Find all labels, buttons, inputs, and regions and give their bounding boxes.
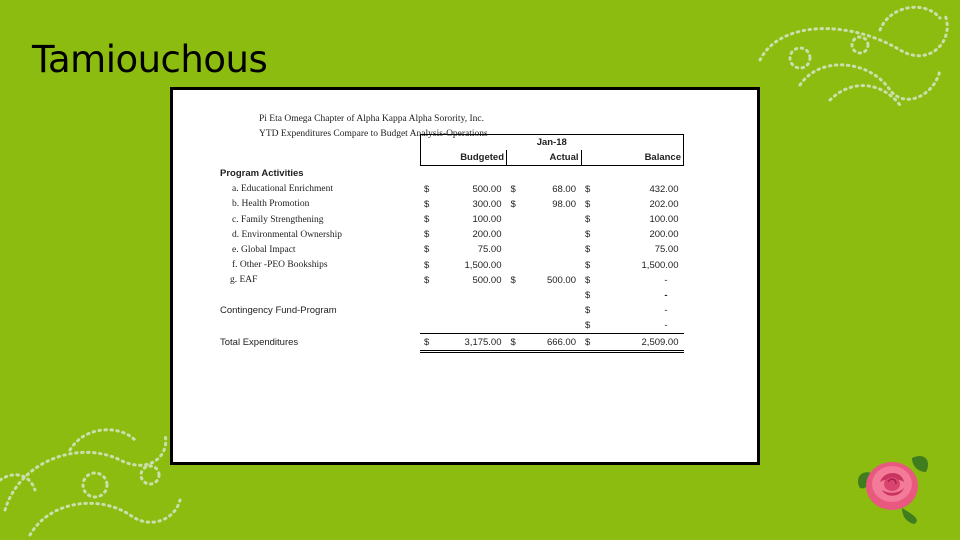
blank-row: [220, 318, 684, 334]
document-frame: [170, 87, 760, 465]
balance-value: 75.00: [654, 244, 679, 256]
balance-value: -: [664, 305, 668, 317]
period-header-row: [220, 135, 684, 151]
currency-symbol: $: [424, 229, 430, 241]
row-label: c. Family Strengthening: [232, 214, 324, 225]
currency-symbol: $: [585, 289, 591, 301]
budgeted-value: 300.00: [472, 198, 502, 210]
currency-symbol: $: [424, 244, 430, 256]
balance-value: 100.00: [649, 214, 679, 226]
budgeted-value: 1,500.00: [464, 259, 502, 271]
total-row: [220, 334, 684, 351]
table-row: [220, 212, 684, 227]
actual-value: 500.00: [546, 274, 576, 286]
currency-symbol: $: [585, 183, 591, 195]
balance-value: -: [664, 289, 668, 301]
currency-symbol: $: [585, 305, 591, 317]
column-header-row: [220, 150, 684, 166]
currency-symbol: $: [585, 274, 591, 286]
actual-value: 68.00: [552, 183, 576, 195]
rose-icon: [852, 448, 932, 526]
total-budgeted: 3,175.00: [439, 334, 507, 351]
currency-symbol: $: [424, 214, 430, 226]
total-balance: 2,509.00: [600, 334, 684, 351]
currency-symbol: $: [585, 229, 591, 241]
budgeted-value: 200.00: [472, 229, 502, 241]
currency-symbol: $: [585, 198, 591, 210]
column-header-balance: Balance: [600, 150, 684, 166]
report-subtitle: YTD Expenditures Compare to Budget Analysis-Operations: [259, 129, 488, 139]
organization-name: Pi Eta Omega Chapter of Alpha Kappa Alpha Sorority, Inc.: [259, 114, 484, 124]
currency-symbol: $: [585, 320, 591, 332]
currency-symbol: $: [424, 259, 430, 271]
row-label: e. Global Impact: [232, 244, 296, 255]
table-row: [220, 258, 684, 273]
column-header-budgeted: Budgeted: [439, 150, 507, 166]
balance-value: 432.00: [649, 183, 679, 195]
currency-symbol: $: [510, 198, 516, 210]
table-row: [220, 182, 684, 197]
budgeted-value: 500.00: [472, 274, 502, 286]
budgeted-value: 100.00: [472, 214, 502, 226]
actual-value: [525, 212, 581, 227]
currency-symbol: $: [424, 183, 430, 195]
row-label: d. Environmental Ownership: [232, 229, 343, 240]
column-header-actual: Actual: [525, 150, 581, 166]
period-header: Jan-18: [420, 135, 684, 151]
currency-symbol: $: [507, 334, 526, 351]
currency-symbol: $: [585, 244, 591, 256]
row-label: g. EAF: [230, 275, 258, 286]
actual-value: [525, 227, 581, 242]
slide-title: Tamiouchous: [32, 38, 268, 81]
budgeted-value: 75.00: [477, 244, 502, 256]
balance-value: 1,500.00: [641, 259, 679, 271]
balance-value: -: [664, 320, 668, 332]
table-row: [220, 273, 684, 288]
pearl-swirl-top-right-decoration: [740, 0, 960, 115]
currency-symbol: $: [581, 334, 600, 351]
table-row: [220, 242, 684, 257]
total-actual: 666.00: [525, 334, 581, 351]
row-label: b. Health Promotion: [232, 199, 310, 210]
currency-symbol: $: [585, 259, 591, 271]
currency-symbol: $: [510, 183, 516, 195]
row-label: Contingency Fund-Program: [220, 305, 337, 317]
actual-value: [525, 242, 581, 257]
actual-value: [525, 258, 581, 273]
table-row: [220, 227, 684, 242]
currency-symbol: $: [424, 274, 430, 286]
balance-value: 202.00: [649, 198, 679, 210]
section-label: Program Activities: [220, 168, 304, 180]
currency-symbol: $: [585, 214, 591, 226]
budget-table: [220, 134, 684, 353]
currency-symbol: $: [420, 334, 439, 351]
balance-value: 200.00: [649, 229, 679, 241]
row-label: a. Educational Enrichment: [232, 184, 334, 195]
budgeted-value: 500.00: [472, 183, 502, 195]
currency-symbol: $: [424, 198, 430, 210]
balance-value: -: [664, 274, 668, 286]
row-label: f. Other -PEO Bookships: [232, 260, 328, 271]
actual-value: 98.00: [552, 198, 576, 210]
table-row: [220, 197, 684, 212]
currency-symbol: $: [510, 274, 516, 286]
total-label: Total Expenditures: [220, 337, 299, 349]
blank-row: [220, 288, 684, 303]
contingency-row: [220, 303, 684, 318]
section-row: [220, 166, 684, 182]
